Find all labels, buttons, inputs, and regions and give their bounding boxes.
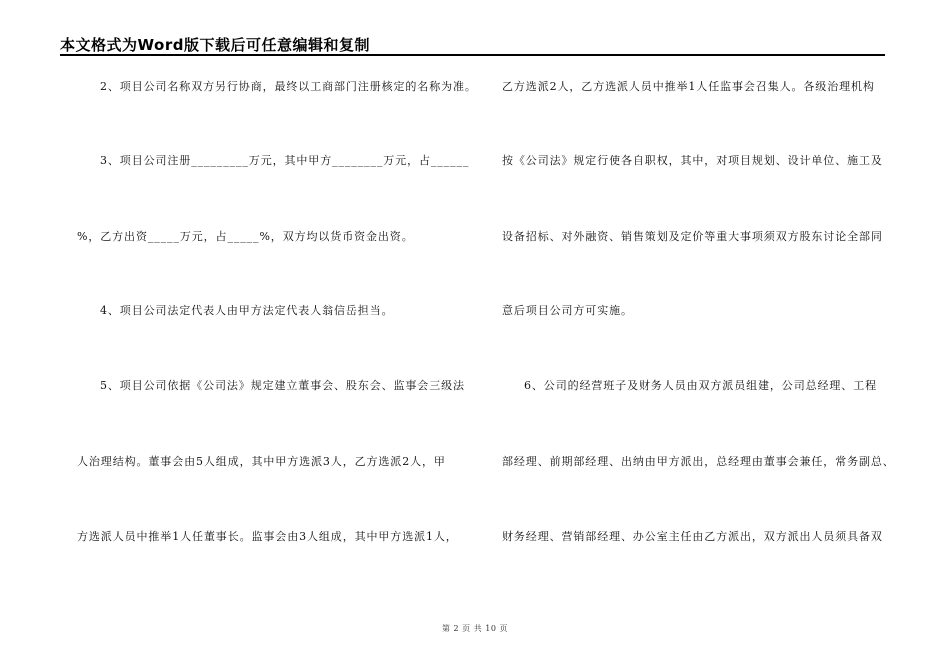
right-paragraph-line: 6、公司的经营班子及财务人员由双方派员组建，公司总经理、工程 bbox=[524, 379, 877, 392]
left-paragraph-line: 5、项目公司依据《公司法》规定建立董事会、股东会、监事会三级法 bbox=[100, 379, 465, 392]
right-paragraph-line: 部经理、前期部经理、出纳由甲方派出，总经理由董事会兼任，常务副总、 bbox=[502, 455, 895, 468]
left-paragraph-line: %，乙方出资_____万元，占_____%，双方均以货币资金出资。 bbox=[77, 230, 414, 243]
left-paragraph-line: 2、项目公司名称双方另行协商，最终以工商部门注册核定的名称为准。 bbox=[100, 80, 477, 93]
right-paragraph-line: 意后项目公司方可实施。 bbox=[502, 304, 633, 317]
right-paragraph-line: 乙方选派2人，乙方选派人员中推举1人任监事会召集人。各级治理机构 bbox=[502, 80, 875, 93]
header-divider bbox=[60, 54, 885, 56]
right-paragraph-line: 设备招标、对外融资、销售策划及定价等重大事项须双方股东讨论全部同 bbox=[502, 230, 883, 243]
left-paragraph-line: 人治理结构。董事会由5人组成，其中甲方选派3人，乙方选派2人，甲 bbox=[77, 455, 446, 468]
left-paragraph-line: 4、项目公司法定代表人由甲方法定代表人翁信岳担当。 bbox=[100, 304, 394, 317]
document-header-title: 本文格式为Word版下载后可任意编辑和复制 bbox=[60, 36, 370, 54]
left-paragraph-line: 方选派人员中推举1人任董事长。监事会由3人组成，其中甲方选派1人， bbox=[77, 530, 458, 543]
right-paragraph-line: 按《公司法》规定行使各自职权，其中，对项目规划、设计单位、施工及 bbox=[502, 154, 883, 167]
left-paragraph-line: 3、项目公司注册_________万元，其中甲方________万元，占______ bbox=[100, 154, 470, 167]
page-number-footer: 第 2 页 共 10 页 bbox=[442, 624, 508, 633]
right-paragraph-line: 财务经理、营销部经理、办公室主任由乙方派出，双方派出人员须具备双 bbox=[502, 530, 883, 543]
